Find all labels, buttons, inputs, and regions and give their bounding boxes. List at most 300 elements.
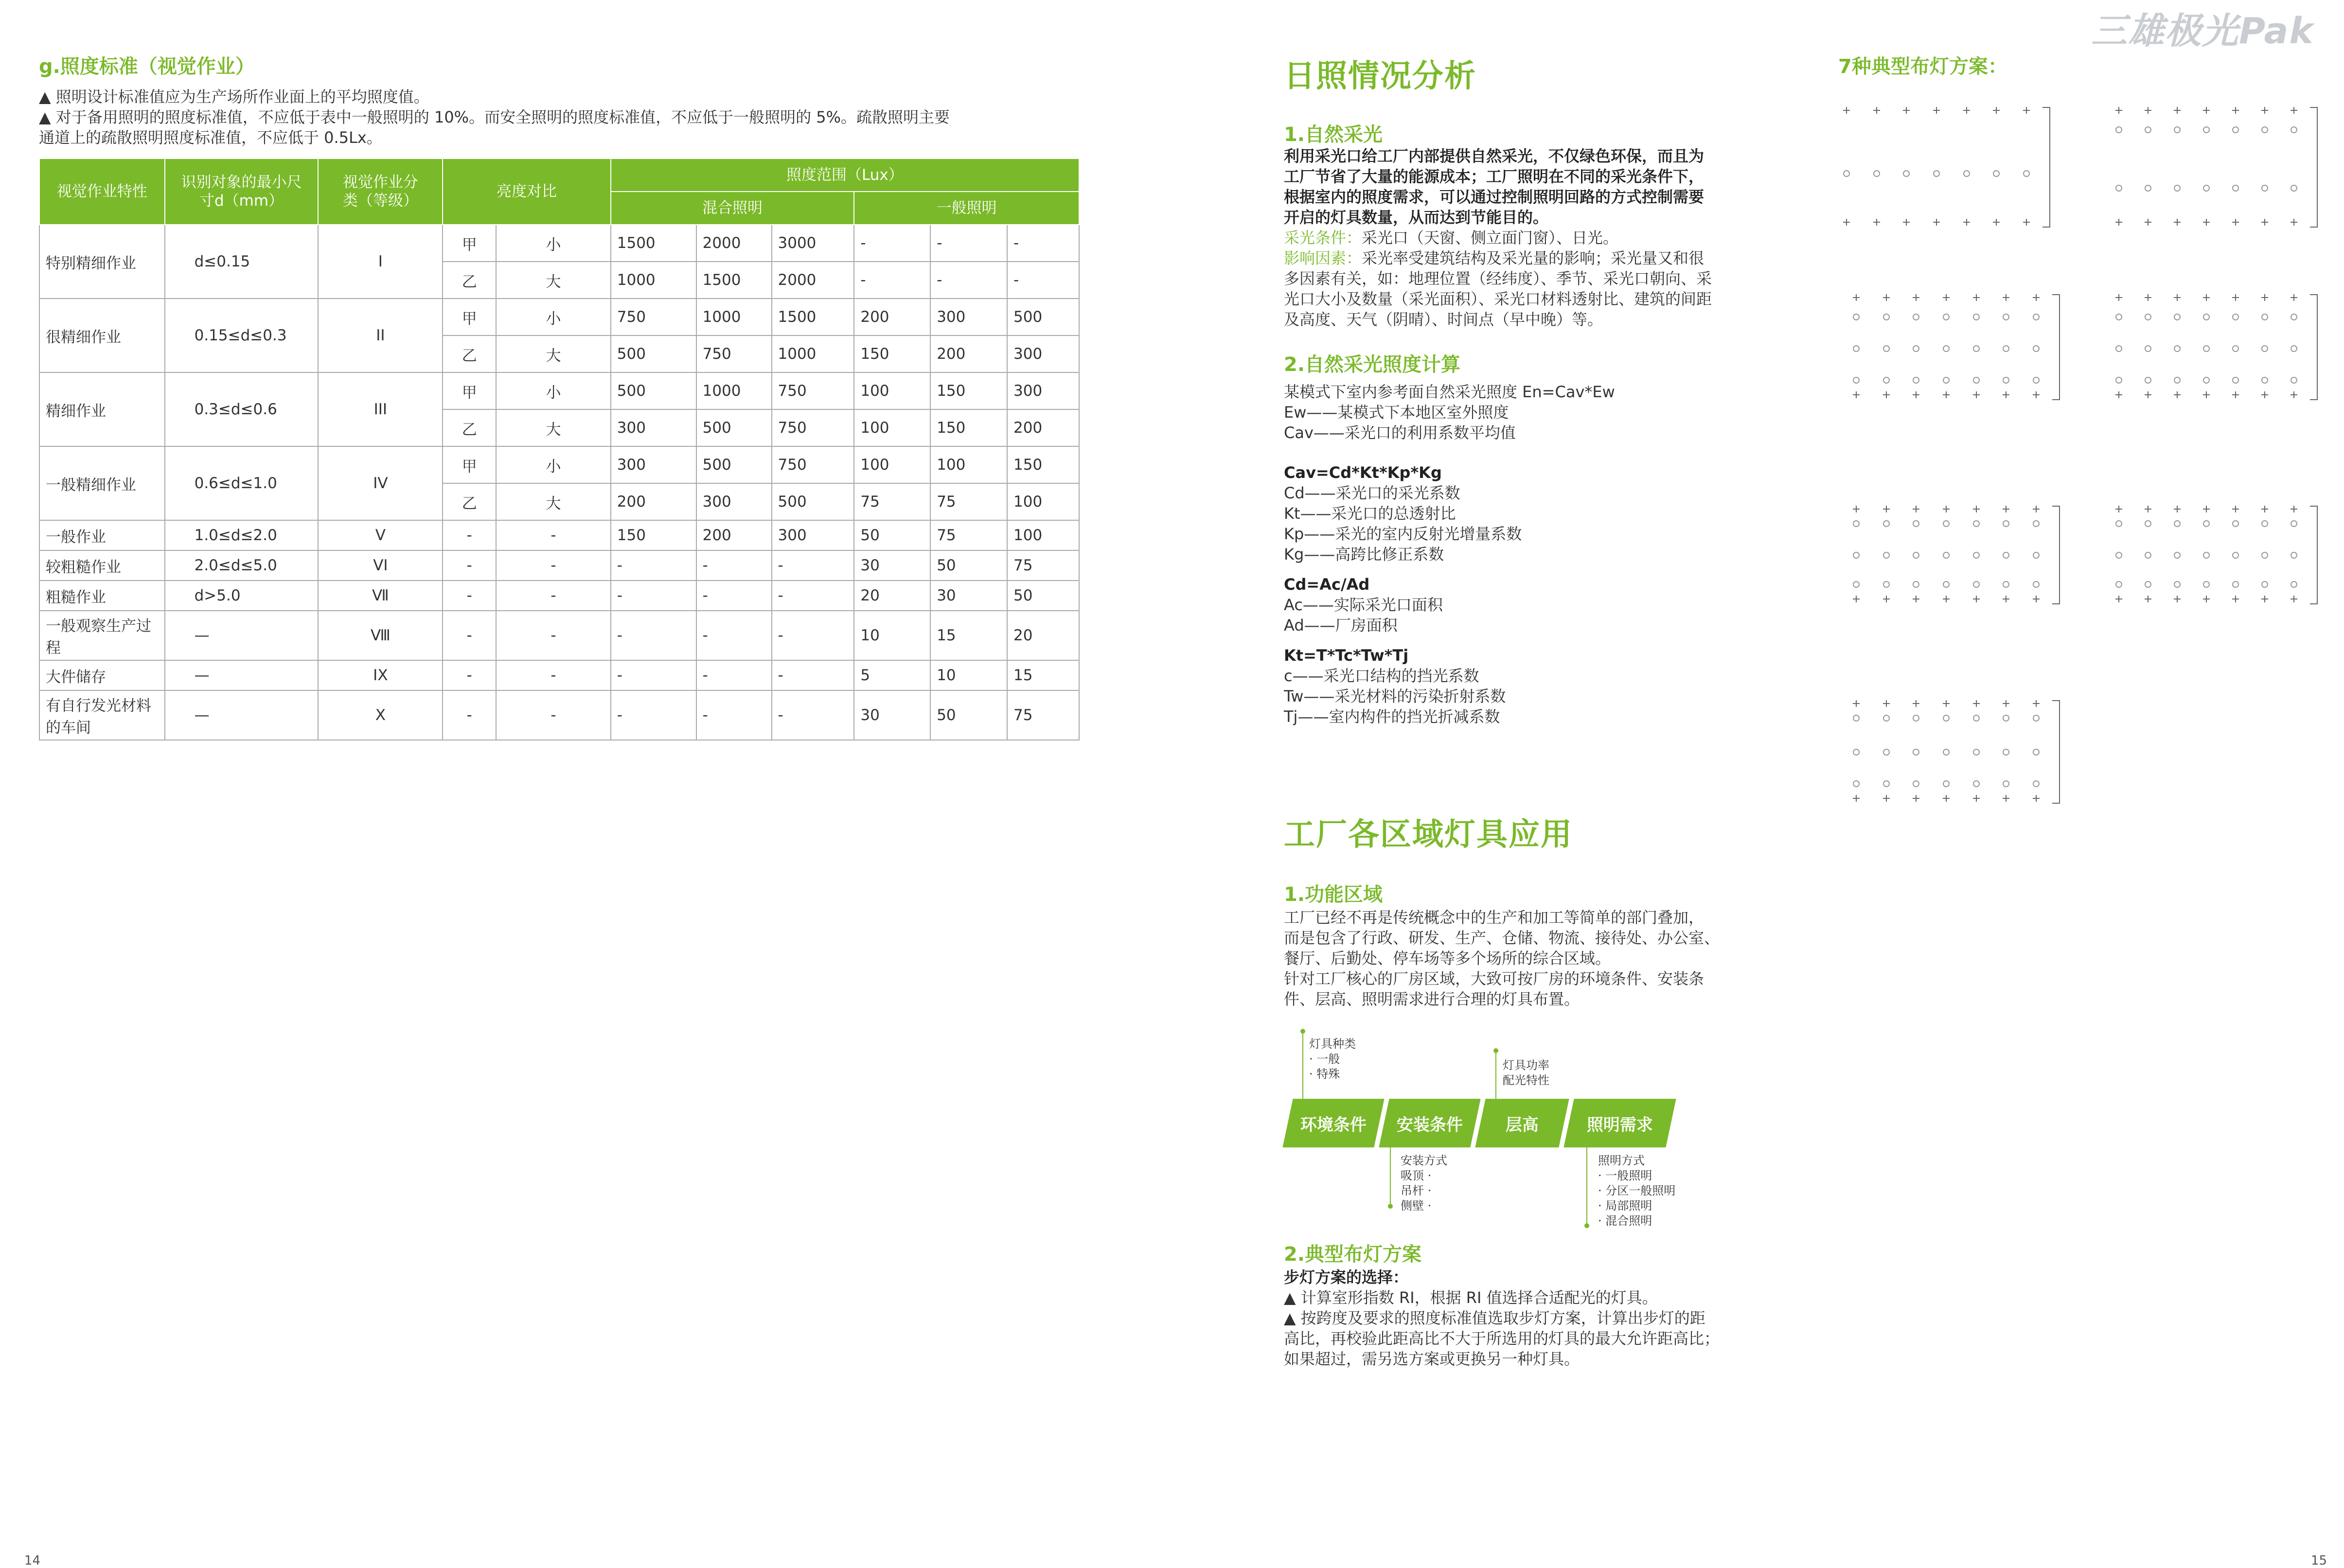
table-cell: 乙: [443, 409, 496, 446]
luminaire-dot-icon: [2203, 377, 2210, 384]
table-cell: 500: [696, 446, 772, 483]
luminaire-dot-icon: [2115, 520, 2122, 527]
luminaire-cross-icon: [2003, 596, 2009, 602]
luminaire-dot-icon: [2232, 185, 2239, 192]
f3-line-0: c——采光口结构的挡光系数: [1284, 667, 1479, 685]
f1-line-2: Kp——采光的室内反射光增量系数: [1284, 525, 1522, 543]
luminaire-cross-icon: [1913, 596, 1919, 602]
luminaire-dot-icon: [2023, 170, 2030, 177]
table-cell: 750: [772, 446, 854, 483]
table-cell: 小: [496, 372, 611, 409]
table-cell: -: [1007, 262, 1079, 299]
luminaire-dot-icon: [2145, 126, 2151, 133]
table-cell: -: [496, 550, 611, 581]
luminaire-cross-icon: [2261, 107, 2268, 114]
table-cell: -: [1007, 225, 1079, 262]
luminaire-dot-icon: [2174, 345, 2181, 352]
luminaire-cross-icon: [1943, 795, 1950, 802]
table-cell: 甲: [443, 446, 496, 483]
luminaire-dot-icon: [1933, 170, 1940, 177]
table-cell: 500: [611, 372, 696, 409]
dimension-bracket: [2052, 506, 2060, 604]
table-cell: -: [611, 581, 696, 611]
luminaire-cross-icon: [2232, 107, 2239, 114]
flow-line-2: [1495, 1050, 1496, 1099]
luminaire-dot-icon: [1913, 520, 1919, 527]
luminaire-dot-icon: [1943, 520, 1950, 527]
luminaire-cross-icon: [2203, 391, 2210, 398]
table-cell: 50: [854, 520, 930, 550]
luminaire-dot-icon: [2003, 715, 2009, 722]
luminaire-dot-icon: [1853, 520, 1860, 527]
note-1: ▲ 照明设计标准值应为生产场所作业面上的平均照度值。: [39, 88, 429, 106]
luminaire-dot-icon: [1973, 715, 1980, 722]
luminaire-cross-icon: [1913, 506, 1919, 512]
table-cell: 1500: [611, 225, 696, 262]
luminaire-dot-icon: [1943, 345, 1950, 352]
luminaire-dot-icon: [2291, 126, 2297, 133]
table-cell: -: [854, 262, 930, 299]
luminaire-dot-icon: [1943, 749, 1950, 756]
luminaire-dot-icon: [2145, 520, 2151, 527]
luminaire-dot-icon: [2261, 185, 2268, 192]
luminaire-dot-icon: [1913, 749, 1919, 756]
luminaire-dot-icon: [2261, 552, 2268, 559]
table-cell: 2000: [772, 262, 854, 299]
luminaire-cross-icon: [1973, 596, 1980, 602]
table-cell: 0.15≤d≤0.3: [165, 299, 319, 372]
luminaire-cross-icon: [1943, 700, 1950, 707]
luminaire-dot-icon: [1993, 170, 2000, 177]
luminaire-dot-icon: [1883, 314, 1890, 320]
luminaire-cross-icon: [2145, 506, 2151, 512]
s2-line-2: Cav——采光口的利用系数平均值: [1284, 423, 1516, 442]
table-row: [39, 660, 1079, 690]
flow-line-1: [1302, 1031, 1303, 1099]
luminaire-dot-icon: [1913, 552, 1919, 559]
table-cell: 大: [496, 262, 611, 299]
luminaire-cross-icon: [2145, 294, 2151, 301]
luminaire-cross-icon: [2174, 294, 2181, 301]
table-cell: 750: [696, 335, 772, 372]
table-cell: 300: [1007, 372, 1079, 409]
luminaire-cross-icon: [2203, 294, 2210, 301]
flow-box-height: [1475, 1099, 1569, 1147]
luminaire-cross-icon: [1973, 700, 1980, 707]
table-cell: 300: [611, 446, 696, 483]
s1-condition: [1284, 228, 1712, 248]
table-cell: 75: [1007, 690, 1079, 740]
luminaire-dot-icon: [1883, 581, 1890, 588]
luminaire-dot-icon: [2033, 780, 2040, 787]
table-cell: 特别精细作业: [39, 225, 165, 299]
table-cell: -: [696, 690, 772, 740]
f-s1-line-4: 件、层高、照明需求进行合理的灯具布置。: [1284, 990, 1580, 1008]
luminaire-cross-icon: [2115, 294, 2122, 301]
flow-note-1-0: 灯具种类: [1309, 1037, 1356, 1051]
table-cell: I: [318, 225, 443, 299]
luminaire-dot-icon: [1883, 780, 1890, 787]
flow-note-4-3: · 局部照明: [1598, 1199, 1652, 1213]
luminaire-dot-icon: [2203, 314, 2210, 320]
luminaire-cross-icon: [1853, 795, 1860, 802]
luminaire-cross-icon: [1963, 219, 1970, 226]
luminaire-dot-icon: [1853, 377, 1860, 384]
dimension-bracket: [2310, 506, 2318, 604]
luminaire-dot-icon: [2291, 552, 2297, 559]
luminaire-dot-icon: [2033, 552, 2040, 559]
formula-3: Kt=T*Tc*Tw*Tj: [1284, 646, 1409, 665]
luminaire-cross-icon: [2023, 219, 2030, 226]
table-cell: 200: [854, 299, 930, 335]
luminaire-dot-icon: [1943, 314, 1950, 320]
header-size: 识别对象的最小尺寸d（mm）: [165, 159, 319, 225]
table-cell: 300: [772, 520, 854, 550]
luminaire-cross-icon: [2003, 700, 2009, 707]
luminaire-dot-icon: [1973, 749, 1980, 756]
luminaire-cross-icon: [2261, 391, 2268, 398]
luminaire-cross-icon: [1973, 795, 1980, 802]
luminaire-cross-icon: [2203, 219, 2210, 226]
luminaire-cross-icon: [2291, 107, 2297, 114]
f-s1-line-3: 针对工厂核心的厂房区域，大致可按厂房的环境条件、安装条: [1284, 969, 1705, 988]
flow-note-4-4: · 混合照明: [1598, 1214, 1652, 1228]
luminaire-dot-icon: [2033, 377, 2040, 384]
luminaire-cross-icon: [2232, 391, 2239, 398]
luminaire-cross-icon: [1903, 107, 1910, 114]
luminaire-dot-icon: [2232, 345, 2239, 352]
flow-box-need-label: 照明需求: [1587, 1115, 1653, 1135]
luminaire-cross-icon: [1993, 219, 2000, 226]
luminaire-cross-icon: [2291, 294, 2297, 301]
table-cell: 750: [772, 409, 854, 446]
f3-line-1: Tw——采光材料的污染折射系数: [1284, 687, 1506, 705]
table-cell: 500: [772, 483, 854, 520]
table-cell: VI: [318, 550, 443, 581]
luminaire-dot-icon: [1943, 780, 1950, 787]
luminaire-dot-icon: [1973, 780, 1980, 787]
luminaire-dot-icon: [1973, 377, 1980, 384]
luminaire-cross-icon: [2115, 219, 2122, 226]
table-cell: 10: [930, 660, 1007, 690]
luminaire-dot-icon: [2145, 581, 2151, 588]
luminaire-dot-icon: [2291, 314, 2297, 320]
luminaire-dot-icon: [1913, 345, 1919, 352]
table-cell: 150: [930, 372, 1007, 409]
f-s1-line-2: 餐厅、后勤处、停车场等多个场所的综合区域。: [1284, 949, 1611, 968]
luminaire-cross-icon: [1883, 294, 1890, 301]
note-2a: ▲ 对于备用照明的照度标准值，不应低于表中一般照明的 10%。而安全照明的照度标准值，不应低于一般照明的 5%。疏散照明主要: [39, 108, 950, 126]
f1-line-1: Kt——采光口的总透射比: [1284, 504, 1456, 523]
luminaire-dot-icon: [1843, 170, 1850, 177]
luminaire-dot-icon: [2203, 126, 2210, 133]
luminaire-dot-icon: [2232, 126, 2239, 133]
luminaire-cross-icon: [1993, 107, 2000, 114]
luminaire-cross-icon: [1873, 219, 1880, 226]
luminaire-dot-icon: [2174, 185, 2181, 192]
luminaire-dot-icon: [1853, 552, 1860, 559]
table-row: [39, 372, 1079, 409]
table-cell: 30: [854, 550, 930, 581]
luminaire-cross-icon: [1913, 700, 1919, 707]
table-cell: —: [165, 690, 319, 740]
luminaire-cross-icon: [2003, 795, 2009, 802]
table-cell: -: [930, 262, 1007, 299]
s1-bold-3: 开启的灯具数量，从而达到节能目的。: [1284, 208, 1549, 227]
table-cell: 较粗糙作业: [39, 550, 165, 581]
table-cell: 乙: [443, 262, 496, 299]
luminaire-dot-icon: [2232, 314, 2239, 320]
section-title-illuminance: g.照度标准（视觉作业）: [39, 55, 255, 78]
luminaire-dot-icon: [2232, 581, 2239, 588]
luminaire-cross-icon: [1883, 596, 1890, 602]
f-s2-title: 2.典型布灯方案: [1284, 1243, 1422, 1266]
cond-text: 采光口（天窗、侧立面门窗）、日光。: [1362, 229, 1619, 247]
luminaire-cross-icon: [2115, 506, 2122, 512]
s2-line-0: 某模式下室内参考面自然采光照度 En=Cav*Ew: [1284, 383, 1615, 401]
luminaire-cross-icon: [2261, 506, 2268, 512]
header-mixed: 混合照明: [611, 192, 854, 225]
table-cell: 乙: [443, 483, 496, 520]
table-cell: 200: [930, 335, 1007, 372]
luminaire-dot-icon: [1853, 749, 1860, 756]
luminaire-dot-icon: [1883, 345, 1890, 352]
luminaire-cross-icon: [1853, 294, 1860, 301]
luminaire-dot-icon: [2203, 185, 2210, 192]
luminaire-cross-icon: [1943, 391, 1950, 398]
flow-box-install: [1379, 1099, 1480, 1147]
luminaire-dot-icon: [1873, 170, 1880, 177]
flow-note-4-1: · 一般照明: [1598, 1169, 1652, 1182]
f-s1-title: 1.功能区域: [1284, 883, 1383, 906]
luminaire-dot-icon: [1883, 749, 1890, 756]
luminaire-cross-icon: [2174, 107, 2181, 114]
table-cell: 一般精细作业: [39, 446, 165, 520]
table-cell: 精细作业: [39, 372, 165, 446]
luminaire-cross-icon: [1853, 700, 1860, 707]
flow-box-install-label: 安装条件: [1397, 1115, 1463, 1135]
table-cell: 100: [854, 446, 930, 483]
luminaire-cross-icon: [2203, 596, 2210, 602]
table-row: [39, 299, 1079, 335]
luminaire-cross-icon: [1913, 391, 1919, 398]
s1-bold-1: 工厂节省了大量的能源成本；工厂照明在不同的采光条件下，: [1284, 167, 1705, 186]
table-row: [39, 446, 1079, 483]
table-cell: 15: [930, 611, 1007, 660]
table-cell: 大: [496, 409, 611, 446]
f-s2-body: [1284, 1267, 1720, 1369]
luminaire-dot-icon: [2115, 581, 2122, 588]
dimension-bracket: [2310, 294, 2318, 400]
cond-label: 采光条件：: [1284, 229, 1362, 247]
luminaire-dot-icon: [2033, 581, 2040, 588]
luminaire-cross-icon: [2174, 596, 2181, 602]
table-cell: X: [318, 690, 443, 740]
luminaire-dot-icon: [1883, 377, 1890, 384]
table-cell: 1.0≤d≤2.0: [165, 520, 319, 550]
flow-dot-4: [1584, 1223, 1589, 1228]
luminaire-cross-icon: [2174, 391, 2181, 398]
luminaire-dot-icon: [2003, 314, 2009, 320]
luminaire-dot-icon: [1973, 581, 1980, 588]
table-row: [39, 611, 1079, 660]
flow-note-4-0: 照明方式: [1598, 1154, 1645, 1167]
flow-note-4-2: · 分区一般照明: [1598, 1184, 1676, 1198]
table-cell: IX: [318, 660, 443, 690]
luminaire-cross-icon: [2145, 219, 2151, 226]
table-cell: 甲: [443, 372, 496, 409]
table-cell: IV: [318, 446, 443, 520]
formula-2: Cd=Ac/Ad: [1284, 575, 1370, 594]
luminaire-dot-icon: [2232, 377, 2239, 384]
f-s2-line-2: 高比，再校验此距高比不大于所选用的灯具的最大允许距高比；: [1284, 1329, 1720, 1348]
luminaire-dot-icon: [1883, 715, 1890, 722]
table-cell: -: [611, 550, 696, 581]
luminaire-dot-icon: [2174, 126, 2181, 133]
luminaire-dot-icon: [2261, 126, 2268, 133]
flow-note-1: [1309, 1037, 1356, 1082]
table-cell: 一般观察生产过程: [39, 611, 165, 660]
dimension-bracket: [2052, 294, 2060, 400]
table-cell: -: [611, 690, 696, 740]
table-cell: 750: [772, 372, 854, 409]
luminaire-cross-icon: [2003, 294, 2009, 301]
luminaire-dot-icon: [2003, 749, 2009, 756]
luminaire-cross-icon: [1883, 391, 1890, 398]
table-cell: d≤0.15: [165, 225, 319, 299]
table-cell: -: [611, 611, 696, 660]
table-cell: 有自行发光材料的车间: [39, 690, 165, 740]
flow-note-3-3: 侧壁 ·: [1401, 1199, 1432, 1213]
table-cell: V: [318, 520, 443, 550]
table-cell: 1000: [696, 299, 772, 335]
table-row: [39, 581, 1079, 611]
luminaire-cross-icon: [2232, 596, 2239, 602]
luminaire-dot-icon: [1883, 520, 1890, 527]
f-s2-bold: 步灯方案的选择：: [1284, 1268, 1409, 1286]
luminaire-cross-icon: [1943, 596, 1950, 602]
luminaire-cross-icon: [2033, 596, 2040, 602]
table-cell: 150: [1007, 446, 1079, 483]
table-cell: 50: [930, 690, 1007, 740]
f-s2-line-0: ▲ 计算室形指数 RI，根据 RI 值选择合适配光的灯具。: [1284, 1288, 1658, 1307]
table-cell: 粗糙作业: [39, 581, 165, 611]
luminaire-cross-icon: [1913, 795, 1919, 802]
luminaire-dot-icon: [2115, 185, 2122, 192]
luminaire-dot-icon: [2174, 314, 2181, 320]
table-cell: 100: [1007, 520, 1079, 550]
luminaire-dot-icon: [1853, 314, 1860, 320]
table-cell: 2.0≤d≤5.0: [165, 550, 319, 581]
luminaire-cross-icon: [2291, 506, 2297, 512]
luminaire-dot-icon: [1853, 345, 1860, 352]
page-number-left: 14: [24, 1553, 41, 1568]
daylight-title: 日照情况分析: [1284, 58, 1476, 94]
luminaire-dot-icon: [1913, 377, 1919, 384]
luminaire-dot-icon: [1973, 345, 1980, 352]
luminaire-dot-icon: [1973, 552, 1980, 559]
flow-note-2-0: 灯具功率: [1503, 1058, 1549, 1072]
f3-line-2: Tj——室内构件的挡光折减系数: [1284, 707, 1500, 726]
table-cell: 甲: [443, 299, 496, 335]
luminaire-dot-icon: [2003, 345, 2009, 352]
flow-line-4: [1586, 1147, 1587, 1225]
table-cell: 小: [496, 225, 611, 262]
luminaire-dot-icon: [1883, 552, 1890, 559]
luminaire-cross-icon: [2115, 107, 2122, 114]
luminaire-cross-icon: [2232, 219, 2239, 226]
page-number-right: 15: [2311, 1553, 2327, 1568]
table-cell: -: [772, 550, 854, 581]
luminaire-cross-icon: [1973, 294, 1980, 301]
luminaire-dot-icon: [2291, 581, 2297, 588]
flow-box-height-label: 层高: [1506, 1115, 1539, 1135]
luminaire-cross-icon: [2023, 107, 2030, 114]
luminaire-dot-icon: [2033, 520, 2040, 527]
flow-box-env-label: 环境条件: [1300, 1115, 1367, 1135]
table-cell: 75: [930, 483, 1007, 520]
table-cell: —: [165, 660, 319, 690]
luminaire-dot-icon: [2203, 552, 2210, 559]
luminaire-dot-icon: [1913, 314, 1919, 320]
luminaire-cross-icon: [2003, 506, 2009, 512]
table-cell: II: [318, 299, 443, 372]
f-s1-line-0: 工厂已经不再是传统概念中的生产和加工等简单的部门叠加，: [1284, 908, 1705, 927]
luminaire-cross-icon: [2145, 107, 2151, 114]
flow-box-env: [1282, 1099, 1384, 1147]
luminaire-cross-icon: [1913, 294, 1919, 301]
luminaire-dot-icon: [2291, 345, 2297, 352]
flow-note-2-1: 配光特性: [1503, 1074, 1549, 1087]
luminaire-cross-icon: [2203, 107, 2210, 114]
luminaire-cross-icon: [1853, 506, 1860, 512]
table-cell: -: [443, 581, 496, 611]
table-cell: -: [443, 690, 496, 740]
table-row: [39, 225, 1079, 262]
table-cell: 0.3≤d≤0.6: [165, 372, 319, 446]
luminaire-cross-icon: [1943, 506, 1950, 512]
luminaire-dot-icon: [2145, 314, 2151, 320]
luminaire-cross-icon: [1853, 596, 1860, 602]
table-cell: -: [496, 660, 611, 690]
luminaire-cross-icon: [1873, 107, 1880, 114]
luminaire-cross-icon: [1933, 107, 1940, 114]
brand-logo: 三雄极光Pak: [2091, 10, 2314, 52]
table-cell: 大: [496, 335, 611, 372]
luminaire-dot-icon: [2003, 581, 2009, 588]
luminaire-cross-icon: [1883, 700, 1890, 707]
luminaire-dot-icon: [1973, 314, 1980, 320]
table-cell: 2000: [696, 225, 772, 262]
luminaire-cross-icon: [2291, 391, 2297, 398]
table-cell: 小: [496, 446, 611, 483]
luminaire-dot-icon: [2174, 520, 2181, 527]
table-cell: -: [772, 690, 854, 740]
formula-1: Cav=Cd*Kt*Kp*Kg: [1284, 463, 1442, 482]
table-cell: -: [696, 581, 772, 611]
f2-line-0: Ac——实际采光口面积: [1284, 596, 1443, 614]
luminaire-dot-icon: [1853, 581, 1860, 588]
luminaire-cross-icon: [2115, 391, 2122, 398]
table-cell: 300: [611, 409, 696, 446]
luminaire-cross-icon: [1883, 506, 1890, 512]
factory-title: 工厂各区域灯具应用: [1284, 817, 1573, 853]
flow-note-1-2: · 特殊: [1309, 1067, 1340, 1081]
luminaire-dot-icon: [2003, 552, 2009, 559]
table-cell: III: [318, 372, 443, 446]
table-cell: 甲: [443, 225, 496, 262]
table-cell: 1000: [611, 262, 696, 299]
